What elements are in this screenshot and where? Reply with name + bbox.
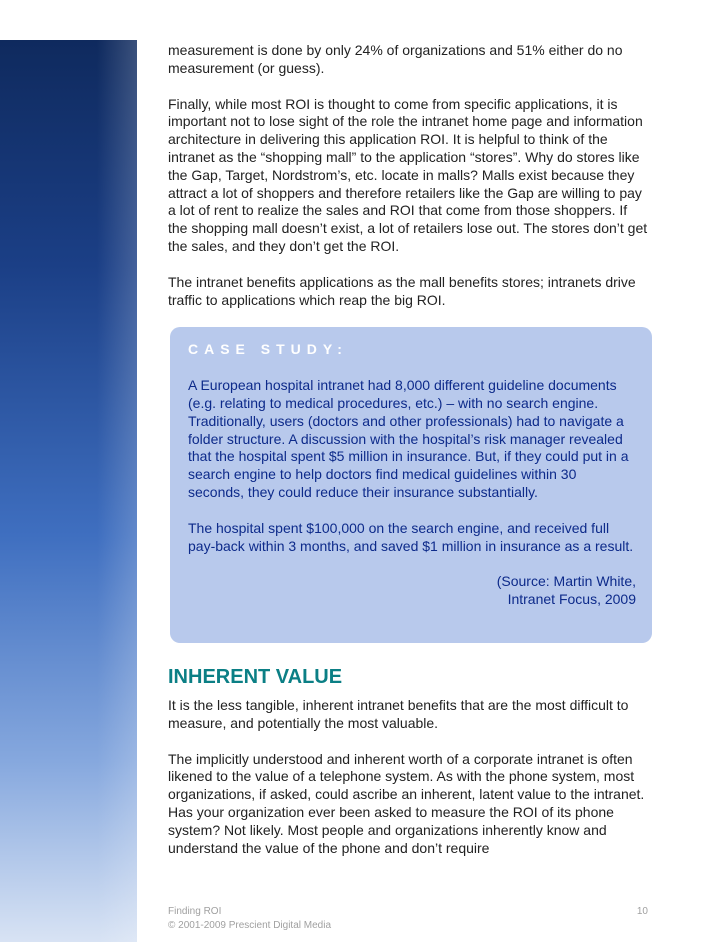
body-paragraph-2: Finally, while most ROI is thought to come from specific applications, it is important not to lose sight of the role the intranet home page and information architecture in delivering this application ROI. It is helpful to think of the intranet as the “shopping mall” to the application “stores”. Why do stores like the Gap, Target, Nordstrom’s, etc. locate in malls? Malls exist because they attract a lot of shoppers and therefore retailers like the Gap are willing to pay a lot of rent to realize the sales and ROI that come from those shoppers. If the shopping mall doesn’t exist, a lot of retailers lose out. The stores don’t get the sales, and they don’t get the ROI. (168, 95, 648, 254)
case-study-paragraph-2: The hospital spent $100,000 on the search engine, and received full pay-back within 3 months, and saved $1 million in insurance as a result. (188, 519, 634, 554)
case-study-paragraph-1: A European hospital intranet had 8,000 different guideline documents (e.g. relating to medical procedures, etc.) – with no search engine. Traditionally, users (doctors and other professionals) had to navigate a folder structure. A discussion with the hospital’s risk manager revealed that the hospital spent $5 million in insurance. But, if they could put in a search engine to help doctors find medical guidelines within 30 seconds, they could reduce their insurance substantially. (188, 377, 629, 500)
page-content (168, 42, 648, 875)
section-paragraph-1: It is the less tangible, inherent intranet benefits that are the most difficult to measure, and potentially the most valuable. (168, 696, 629, 731)
case-study-box (170, 327, 652, 643)
section-heading: INHERENT VALUE (168, 665, 343, 688)
footer-title: Finding ROI (168, 906, 222, 917)
page-footer (168, 905, 648, 933)
source-line-1: (Source: Martin White, (496, 573, 636, 590)
footer-copyright: © 2001-2009 Prescient Digital Media (168, 920, 332, 931)
case-study-title: CASE STUDY: (188, 341, 348, 358)
sidebar-gradient (0, 40, 137, 942)
section-paragraph-2: The implicitly understood and inherent worth of a corporate intranet is often likened to the value of a telephone system. As with the phone system, most organizations, if asked, could ascribe an inherent, latent value to the intranet. Has your organization ever been asked to measure the ROI of its phone system? Not likely. Most people and organizations inherently know and understand the value of the phone and don’t require (168, 750, 645, 856)
page-number: 10 (636, 906, 648, 917)
body-paragraph-1: measurement is done by only 24% of organizations and 51% either do no measurement (or guess). (168, 42, 623, 76)
case-study-source (188, 573, 636, 609)
body-paragraph-3: The intranet benefits applications as the mall benefits stores; intranets drive traffic to applications which reap the big ROI. (168, 273, 636, 308)
source-line-2: Intranet Focus, 2009 (507, 591, 636, 608)
